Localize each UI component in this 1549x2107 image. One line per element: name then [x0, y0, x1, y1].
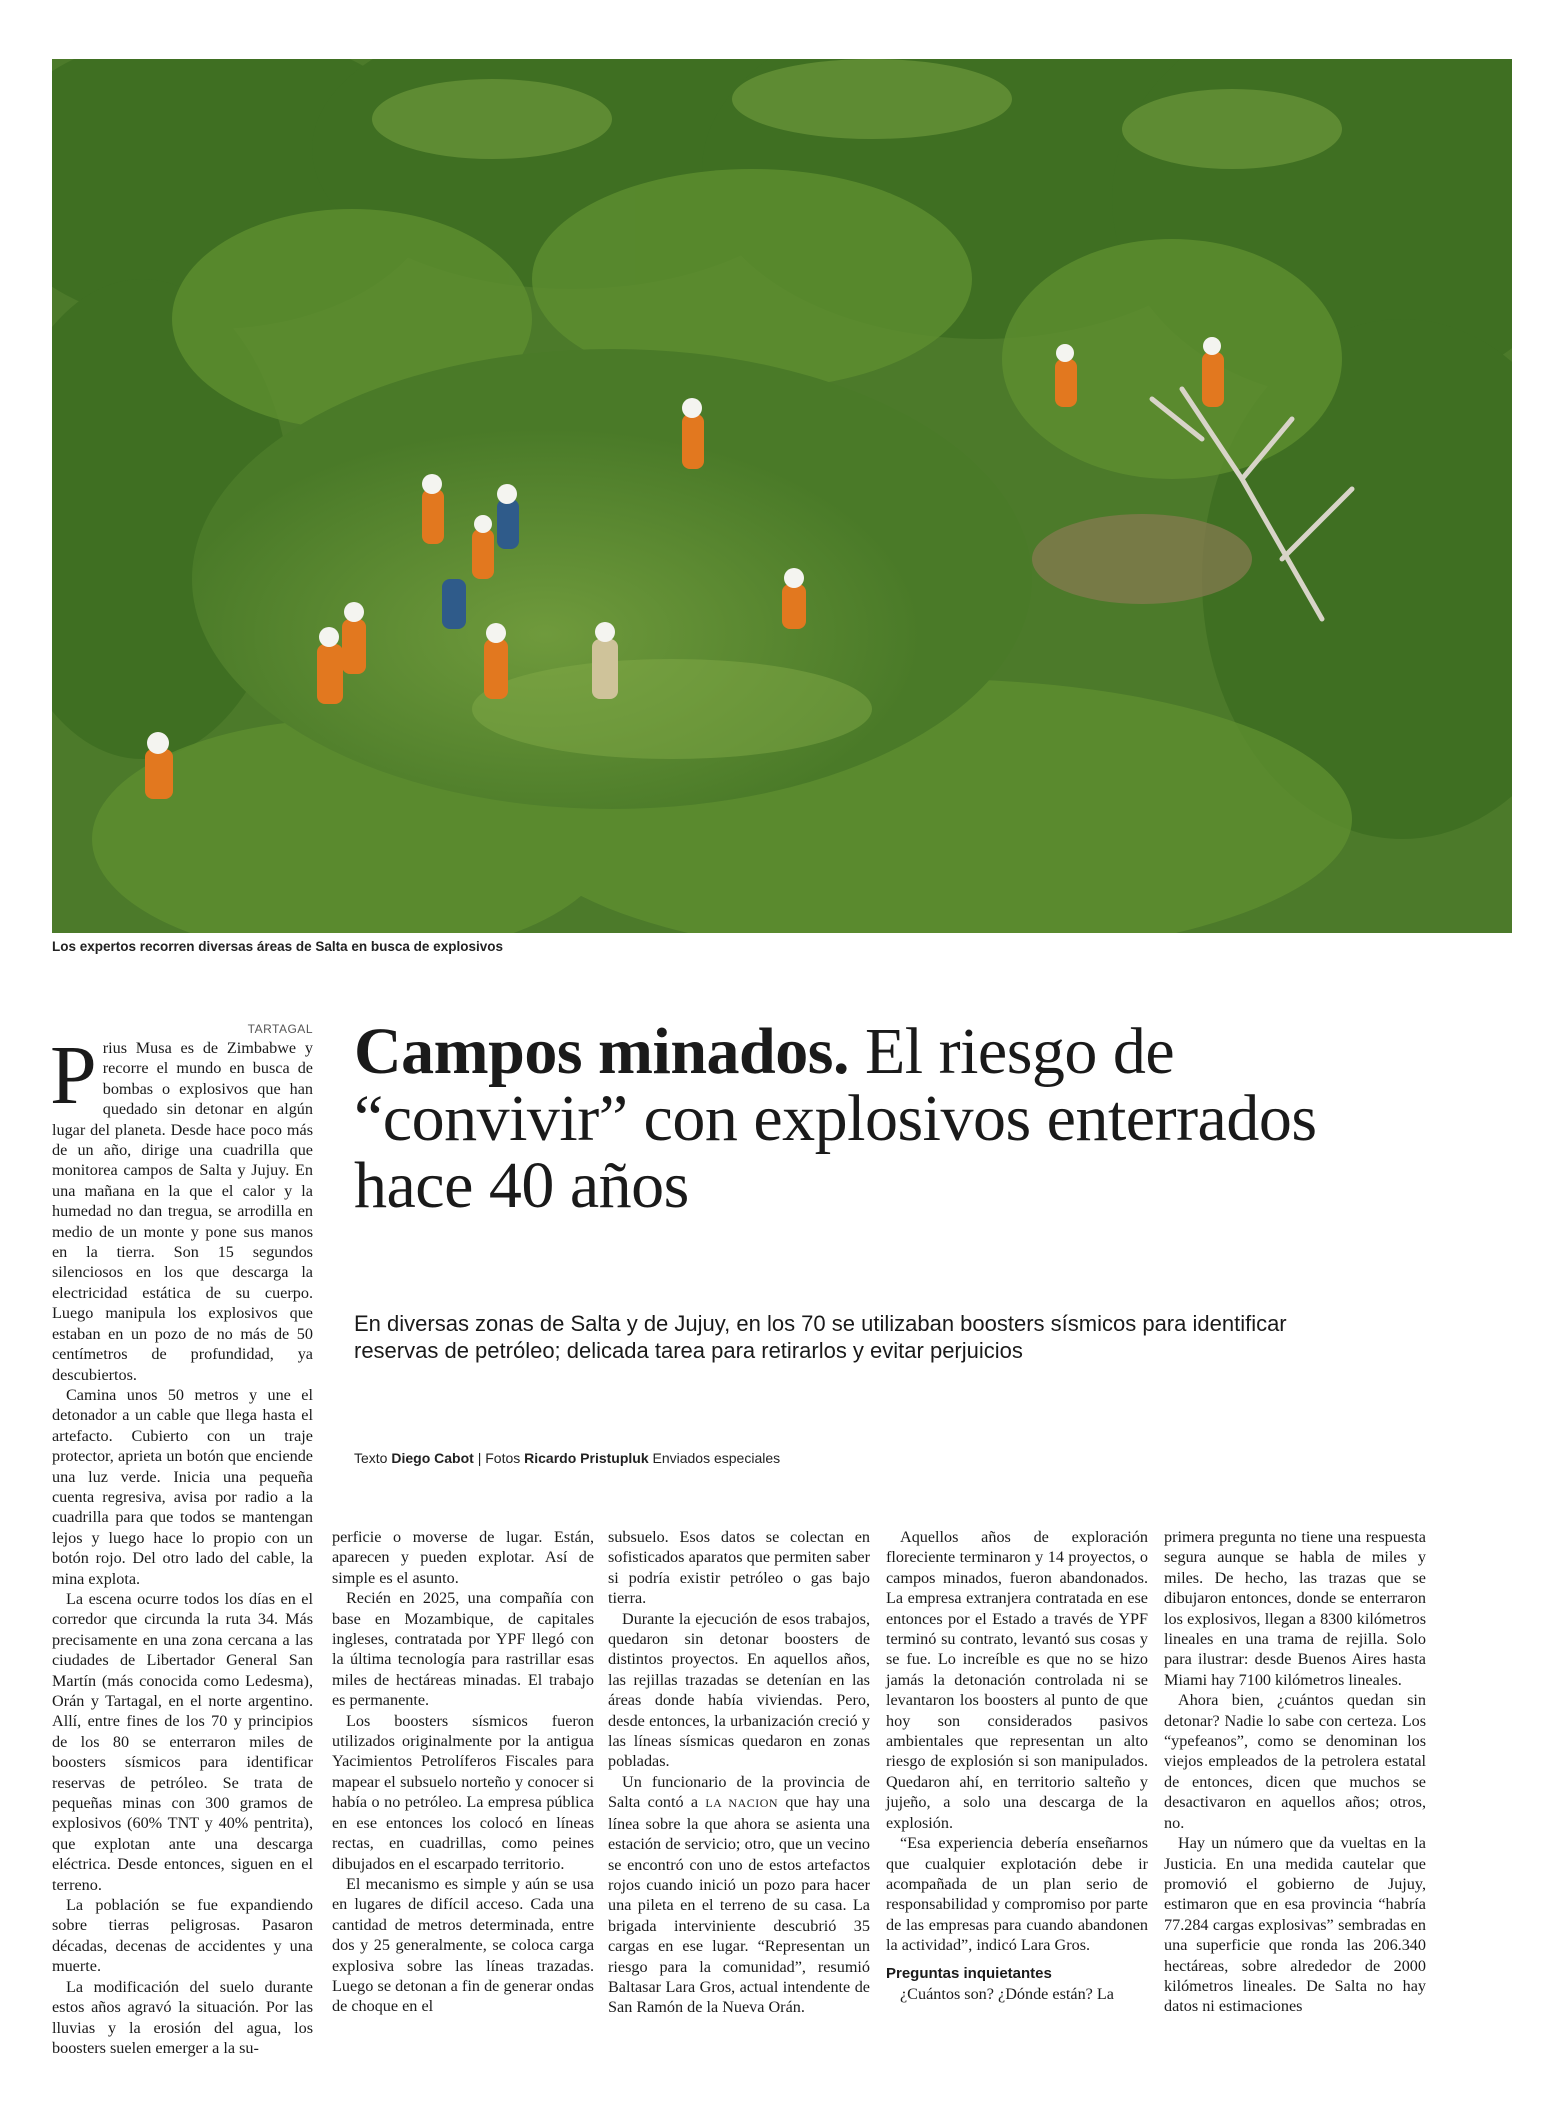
paragraph: “Esa experiencia debería enseñarnos que cualquier explotación debe ir acompañada de un plan serio de responsabilidad y compromiso por parte de las empresas para cuando abandonen la actividad”, indicó Lara Gros. [886, 1834, 1148, 1955]
byline-text-label: Texto [354, 1450, 392, 1466]
headline [354, 1015, 1364, 1222]
headline-bold: Campos minados. [354, 1015, 849, 1088]
dateline: TARTAGAL [247, 1022, 313, 1036]
paragraph: Camina unos 50 metros y une el detonador a un cable que llega hasta el artefacto. Cubierto con un traje protector, aprieta un botón que enciende una luz verde. Inicia una pequeña cuenta regresiva, avisa por radio a la cuadrilla para que todos se mantengan lejos y luego hace lo propio con un botón rojo. Del otro lado del cable, la mina explota. [52, 1385, 313, 1588]
article-photo [52, 59, 1512, 933]
body-column-5 [1164, 1527, 1426, 2017]
drop-cap: P [50, 1029, 97, 1122]
subheading: Preguntas inquietantes [886, 1964, 1052, 1982]
body-column-1 [50, 1029, 313, 2058]
paragraph-text: que hay una línea sobre la que ahora se asienta una estación de servicio; otro, que un vecino se encontró con uno de estos artefactos rojos cuando inició un pozo para hacer una pileta en el terreno de su casa. La brigada interviniente descubrió 35 cargas en ese lugar. “Representan un riesgo para la comunidad”, resumió Baltasar Lara Gros, actual intendente de San Ramón de la Nueva Orán. [608, 1793, 871, 2017]
photo-jungle-clearing [52, 59, 1512, 933]
paragraph-text: rius Musa es de Zimbabwe y recorre el mundo en busca de bombas o explosivos que han quedado sin detonar en algún lugar del planeta. Desde hace poco más de un año, dirige una cuadrilla que monitorea campos de Salta y Jujuy. En una mañana en la que el calor y la humedad no dan tregua, se arrodilla en medio de un monte y pone sus manos en la tierra. Son 15 segundos silenciosos en los que descarga la electricidad estática de su cuerpo. Luego manipula los explosivos que estaban en un pozo de no más de 50 centímetros de profundidad, ya descubiertos. [52, 1039, 313, 1384]
byline-suffix: Enviados especiales [648, 1450, 781, 1466]
paragraph: La modificación del suelo durante estos años agravó la situación. Por las lluvias y la erosión del agua, los boosters suelen emerger a la su- [52, 1977, 313, 2057]
headline-rest: El riesgo de “convivir” con explosivos enterrados hace 40 años [354, 1015, 1317, 1222]
byline-photographer: Ricardo Pristupluk [524, 1450, 649, 1466]
paragraph: Aquellos años de exploración floreciente terminaron y 14 proyectos, o campos minados, fueron abandonados. La empresa extranjera contratada en ese entonces por el Estado a través de YPF terminó su contrato, levantó sus cosas y se fue. Lo increíble es que no se hizo jamás la detonación controlada ni se levantaron los boosters al punto de que hoy son considerados pasivos ambientales que representan un alto riesgo de explosión si son manipulados. Quedaron ahí, en territorio salteño y jujeño, a solo una descarga de la explosión. [886, 1528, 1148, 1832]
paragraph: La población se fue expandiendo sobre tierras peligrosas. Pasaron décadas, decenas de accidentes y una muerte. [52, 1896, 313, 1976]
paragraph: Los boosters sísmicos fueron utilizados originalmente por la antigua Yacimientos Petrolíferos Fiscales para mapear el subsuelo norteño y conocer si había o no petróleo. La empresa pública en ese entonces los colocó en líneas rectas, en cuadrillas, como peines dibujados en el escarpado territorio. [332, 1711, 594, 1873]
body-column-2 [332, 1527, 594, 2017]
paragraph: Hay un número que da vueltas en la Justicia. En una medida cautelar que promovió el gobierno de Jujuy, estimaron que en esa provincia “habría 77.284 cargas explosivas” sembradas en una superficie que ronda las 206.340 hectáreas, sobre alrededor de 2000 kilómetros lineales. De Salta no hay datos ni estimaciones [1164, 1834, 1426, 2016]
paragraph: primera pregunta no tiene una respuesta segura aunque se habla de miles y miles. De hecho, las trazas que se dibujaron entonces, donde se enterraron los explosivos, llegan a 8300 kilómetros lineales en una trama de rejilla. Solo para ilustrar: desde Buenos Aires hasta Miami hay 7100 kilómetros lineales. [1164, 1528, 1426, 1689]
paragraph: Ahora bien, ¿cuántos quedan sin detonar? Nadie lo sabe con certeza. Los “ypefeanos”, como se denominan los viejos empleados de la petrolera estatal de entonces, dicen que muchos se desactivaron en aquellos años; otros, no. [1164, 1691, 1426, 1832]
deck: En diversas zonas de Salta y de Jujuy, en los 70 se utilizaban boosters sísmicos para identificar reservas de petróleo; delicada tarea para retirarlos y evitar perjuicios [354, 1311, 1287, 1363]
paragraph [608, 1772, 870, 2018]
paragraph: La escena ocurre todos los días en el corredor que circunda la ruta 34. Más precisamente en una zona cercana a las ciudades de Libertador General San Martín (más conocida como Ledesma), Orán y Tartagal, en el norte argentino. Allí, entre fines de los 70 y principios de los 80 se enterraron miles de boosters sísmicos para identificar reservas de petróleo. Se trata de pequeñas minas con 300 gramos de explosivos (60% TNT y 40% pentrita), que explotan ante una descarga eléctrica. Desde entonces, siguen en el terreno. [52, 1589, 313, 1894]
byline-author: Diego Cabot [391, 1450, 474, 1466]
paragraph: Durante la ejecución de esos trabajos, quedaron sin detonar boosters de distintos proyectos. En aquellos años, las rejillas trazadas se detenían en las áreas donde había viviendas. Pero, desde entonces, la urbanización creció y las líneas sísmicas quedaron en zonas pobladas. [608, 1609, 870, 1771]
paragraph: El mecanismo es simple y aún se usa en lugares de difícil acceso. Cada una cantidad de metros determinada, entre dos y 25 generalmente, se coloca carga explosiva sobre las líneas trazadas. Luego se detonan a fin de generar ondas de choque en el [332, 1874, 594, 2016]
body-column-4 [886, 1527, 1148, 2004]
paragraph: perficie o moverse de lugar. Están, aparecen y pueden explotar. Así de simple es el asunto. [332, 1528, 594, 1587]
paragraph-text: Un funcionario de la provincia de Salta contó a [608, 1772, 870, 1812]
byline-separator: | Fotos [473, 1450, 525, 1466]
paragraph: subsuelo. Esos datos se colectan en sofisticados aparatos que permiten saber si podría existir petróleo o gas bajo tierra. [608, 1528, 870, 1608]
paragraph: ¿Cuántos son? ¿Dónde están? La [900, 1984, 1114, 2003]
body-column-3 [608, 1527, 870, 2018]
paragraph: Recién en 2025, una compañía con base en Mozambique, de capitales ingleses, contratada por YPF llegó con la última tecnología para rastrillar esas miles de hectáreas minadas. El trabajo es permanente. [332, 1589, 594, 1710]
photo-caption: Los expertos recorren diversas áreas de Salta en busca de explosivos [52, 939, 503, 954]
byline [354, 1450, 780, 1466]
publication-name: LA NACION [705, 1796, 779, 1811]
